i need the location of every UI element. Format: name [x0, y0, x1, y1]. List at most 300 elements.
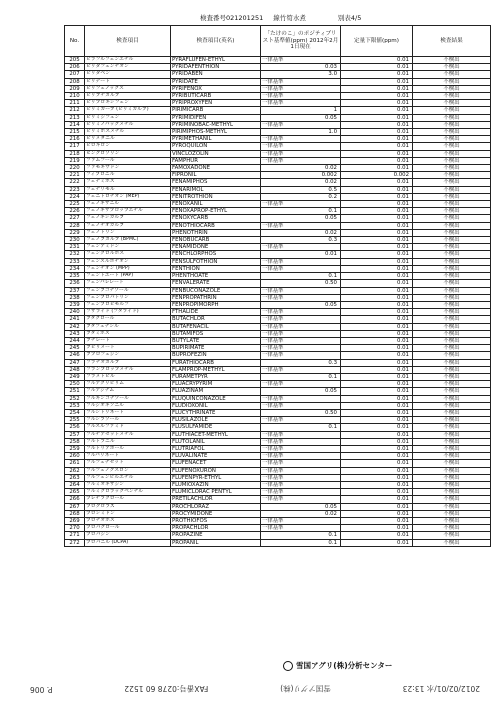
row-limit: 0.01 — [341, 532, 413, 539]
row-limit: 0.01 — [341, 489, 413, 496]
row-no: 225 — [65, 201, 85, 208]
row-result: 不検出 — [413, 518, 491, 525]
row-result: 不検出 — [413, 186, 491, 193]
row-standard: 一律基準 — [261, 157, 341, 164]
row-item-en: PROPACHLOR — [171, 525, 261, 532]
row-result: 不検出 — [413, 373, 491, 380]
table-row — [65, 460, 491, 467]
results-table — [64, 25, 491, 547]
row-item-jp: フルトリアホール — [85, 445, 171, 452]
row-standard: 一律基準 — [261, 352, 341, 359]
row-limit: 0.01 — [341, 431, 413, 438]
row-item-jp: ピリミジフェン — [85, 114, 171, 121]
row-item-en: PHENTHOATE — [171, 273, 261, 280]
row-item-jp: ピリミホスメチル — [85, 129, 171, 136]
row-result: 不検出 — [413, 229, 491, 236]
row-standard: 一律基準 — [261, 330, 341, 337]
row-result: 不検出 — [413, 265, 491, 272]
row-standard: 一律基準 — [261, 287, 341, 294]
row-item-jp: ピリダフェンチオン — [85, 64, 171, 71]
row-no: 231 — [65, 244, 85, 251]
table-row — [65, 309, 491, 316]
table-row — [65, 265, 491, 272]
table-row — [65, 186, 491, 193]
row-limit: 0.01 — [341, 78, 413, 85]
row-result: 不検出 — [413, 244, 491, 251]
row-no: 270 — [65, 525, 85, 532]
row-item-jp: ピリダベン — [85, 71, 171, 78]
row-standard: 一律基準 — [261, 481, 341, 488]
table-row — [65, 438, 491, 445]
row-result: 不検出 — [413, 287, 491, 294]
row-item-jp: ブピリメート — [85, 345, 171, 352]
row-item-en: FLUTOLANIL — [171, 438, 261, 445]
row-item-en: FAMOXADONE — [171, 165, 261, 172]
row-no: 230 — [65, 237, 85, 244]
row-result: 不検出 — [413, 481, 491, 488]
row-result: 不検出 — [413, 143, 491, 150]
row-item-jp: ブタミホス — [85, 330, 171, 337]
row-item-en: FLUVALINATE — [171, 453, 261, 460]
row-item-en: FENARIMOL — [171, 186, 261, 193]
table-row — [65, 525, 491, 532]
table-row — [65, 179, 491, 186]
row-no: 265 — [65, 489, 85, 496]
table-row — [65, 114, 491, 121]
row-item-en: PYRIDATE — [171, 78, 261, 85]
row-limit: 0.01 — [341, 467, 413, 474]
row-limit: 0.01 — [341, 157, 413, 164]
row-standard: 一律基準 — [261, 309, 341, 316]
row-limit: 0.01 — [341, 129, 413, 136]
row-limit: 0.01 — [341, 179, 413, 186]
table-row — [65, 323, 491, 330]
row-item-en: FENOBUCARB — [171, 237, 261, 244]
row-limit: 0.01 — [341, 85, 413, 92]
row-no: 219 — [65, 157, 85, 164]
row-item-jp: フェンチオン (MPP) — [85, 265, 171, 272]
row-item-en: PHENOTHRIN — [171, 229, 261, 236]
table-row — [65, 143, 491, 150]
table-row — [65, 64, 491, 71]
row-standard: 一律基準 — [261, 402, 341, 409]
row-item-jp: プレチラクロール — [85, 496, 171, 503]
row-item-jp: フェンクロルホス — [85, 251, 171, 258]
row-item-jp: フラメトピル — [85, 373, 171, 380]
row-standard: 一律基準 — [261, 265, 341, 272]
row-limit: 0.01 — [341, 294, 413, 301]
table-row — [65, 251, 491, 258]
row-item-jp: フサライド (フタライド) — [85, 309, 171, 316]
row-no: 210 — [65, 93, 85, 100]
row-no: 215 — [65, 129, 85, 136]
table-row — [65, 165, 491, 172]
row-no: 261 — [65, 460, 85, 467]
row-item-en: FLUTRIAFOL — [171, 445, 261, 452]
row-limit: 0.01 — [341, 518, 413, 525]
row-item-jp: フルミクロラックペンチル — [85, 489, 171, 496]
row-no: 244 — [65, 337, 85, 344]
row-standard: 0.1 — [261, 373, 341, 380]
row-standard: 一律基準 — [261, 57, 341, 64]
row-limit: 0.01 — [341, 208, 413, 215]
row-no: 255 — [65, 417, 85, 424]
row-limit: 0.01 — [341, 525, 413, 532]
row-item-jp: ファモキサドン — [85, 165, 171, 172]
row-limit: 0.01 — [341, 417, 413, 424]
row-standard: 一律基準 — [261, 381, 341, 388]
row-item-en: FLAMPROP-METHYL — [171, 366, 261, 373]
row-standard: 一律基準 — [261, 143, 341, 150]
table-row — [65, 373, 491, 380]
row-limit: 0.01 — [341, 395, 413, 402]
footer-org-name: 雪国アグリ(株)分析センター — [296, 661, 393, 670]
row-item-en: PYRIPROXYFEN — [171, 100, 261, 107]
row-no: 263 — [65, 474, 85, 481]
row-item-jp: プロパニル (DCPA) — [85, 539, 171, 546]
table-row — [65, 453, 491, 460]
row-result: 不検出 — [413, 330, 491, 337]
table-row — [65, 316, 491, 323]
row-standard: 一律基準 — [261, 316, 341, 323]
row-item-jp: フルキンコナゾール — [85, 395, 171, 402]
table-header-row — [65, 26, 491, 57]
row-item-jp: フルトラニル — [85, 438, 171, 445]
row-item-jp: ピリブチカルブ — [85, 93, 171, 100]
row-standard: 0.3 — [261, 237, 341, 244]
row-limit: 0.01 — [341, 474, 413, 481]
row-item-jp: ピリミカーブ (ピリミカルブ) — [85, 107, 171, 114]
row-limit: 0.01 — [341, 366, 413, 373]
row-item-jp: ブチレート — [85, 337, 171, 344]
row-item-jp: フェノチオカルブ — [85, 222, 171, 229]
sample-name: 線竹筍水煮 — [273, 14, 306, 22]
row-no: 228 — [65, 222, 85, 229]
row-item-jp: ピリプロキシフェン — [85, 100, 171, 107]
row-item-en: FLUAZINAM — [171, 388, 261, 395]
row-result: 不検出 — [413, 121, 491, 128]
row-item-jp: ピリデート — [85, 78, 171, 85]
row-no: 236 — [65, 280, 85, 287]
row-no: 257 — [65, 431, 85, 438]
row-no: 259 — [65, 445, 85, 452]
row-item-jp: フルフェノクスロン — [85, 467, 171, 474]
row-limit: 0.01 — [341, 100, 413, 107]
row-item-jp: フェンスルホチオン — [85, 258, 171, 265]
row-limit: 0.01 — [341, 453, 413, 460]
table-row — [65, 337, 491, 344]
row-no: 213 — [65, 114, 85, 121]
row-item-en: FURAMETPYR — [171, 373, 261, 380]
row-no: 271 — [65, 532, 85, 539]
row-standard: 一律基準 — [261, 222, 341, 229]
row-standard: 一律基準 — [261, 85, 341, 92]
row-no: 206 — [65, 64, 85, 71]
row-limit: 0.01 — [341, 121, 413, 128]
row-item-en: PYRIMETHANIL — [171, 136, 261, 143]
row-result: 不検出 — [413, 316, 491, 323]
row-standard: 一律基準 — [261, 136, 341, 143]
row-item-en: BUTACHLOR — [171, 316, 261, 323]
row-item-jp: フルアジナム — [85, 388, 171, 395]
row-item-en: FENOXYCARB — [171, 215, 261, 222]
footer-org — [283, 660, 392, 671]
row-no: 234 — [65, 265, 85, 272]
row-limit: 0.01 — [341, 150, 413, 157]
row-standard: 一律基準 — [261, 337, 341, 344]
row-no: 240 — [65, 309, 85, 316]
row-limit: 0.01 — [341, 438, 413, 445]
row-item-en: BUTAFENACIL — [171, 323, 261, 330]
row-limit: 0.01 — [341, 359, 413, 366]
row-result: 不検出 — [413, 345, 491, 352]
row-result: 不検出 — [413, 85, 491, 92]
row-no: 242 — [65, 323, 85, 330]
row-no: 207 — [65, 71, 85, 78]
row-no: 249 — [65, 373, 85, 380]
row-limit: 0.01 — [341, 215, 413, 222]
row-standard: 0.1 — [261, 532, 341, 539]
table-row — [65, 510, 491, 517]
row-result: 不検出 — [413, 388, 491, 395]
row-standard: 1 — [261, 107, 341, 114]
table-row — [65, 244, 491, 251]
row-item-jp: プロクロラズ — [85, 503, 171, 510]
row-standard: 一律基準 — [261, 366, 341, 373]
table-row — [65, 150, 491, 157]
company-logo-icon — [283, 661, 293, 671]
row-result: 不検出 — [413, 539, 491, 546]
row-limit: 0.01 — [341, 445, 413, 452]
row-no: 205 — [65, 57, 85, 64]
row-result: 不検出 — [413, 78, 491, 85]
table-row — [65, 201, 491, 208]
row-result: 不検出 — [413, 114, 491, 121]
row-no: 217 — [65, 143, 85, 150]
row-result: 不検出 — [413, 503, 491, 510]
row-item-jp: フィプロニル — [85, 172, 171, 179]
table-row — [65, 280, 491, 287]
row-result: 不検出 — [413, 165, 491, 172]
row-no: 238 — [65, 294, 85, 301]
row-item-jp: フェノキシカルブ — [85, 215, 171, 222]
row-result: 不検出 — [413, 445, 491, 452]
table-row — [65, 503, 491, 510]
row-no: 247 — [65, 359, 85, 366]
row-item-jp: ビンクロゾリン — [85, 150, 171, 157]
row-item-en: FLUACRYPYRIM — [171, 381, 261, 388]
row-standard: 一律基準 — [261, 345, 341, 352]
row-no: 245 — [65, 345, 85, 352]
table-row — [65, 489, 491, 496]
fax-header — [30, 683, 480, 694]
table-row — [65, 287, 491, 294]
row-no: 241 — [65, 316, 85, 323]
row-no: 248 — [65, 366, 85, 373]
row-limit: 0.01 — [341, 222, 413, 229]
row-standard: 0.02 — [261, 229, 341, 236]
row-limit: 0.01 — [341, 273, 413, 280]
row-item-en: PYROQUILON — [171, 143, 261, 150]
row-no: 221 — [65, 172, 85, 179]
row-item-jp: ピリメタニル — [85, 136, 171, 143]
row-result: 不検出 — [413, 323, 491, 330]
row-result: 不検出 — [413, 280, 491, 287]
table-row — [65, 258, 491, 265]
row-item-en: FURATHIOCARB — [171, 359, 261, 366]
table-row — [65, 424, 491, 431]
row-standard: 0.02 — [261, 165, 341, 172]
row-standard: 一律基準 — [261, 474, 341, 481]
col-item-jp: 検査項目 — [85, 26, 171, 57]
row-result: 不検出 — [413, 474, 491, 481]
row-no: 227 — [65, 215, 85, 222]
row-result: 不検出 — [413, 64, 491, 71]
row-item-jp: フルチアセットメチル — [85, 431, 171, 438]
row-item-jp: フェノトリン — [85, 229, 171, 236]
row-item-jp: プロチオホス — [85, 518, 171, 525]
row-limit: 0.01 — [341, 539, 413, 546]
row-limit: 0.01 — [341, 201, 413, 208]
row-limit: 0.01 — [341, 258, 413, 265]
row-result: 不検出 — [413, 258, 491, 265]
row-result: 不検出 — [413, 438, 491, 445]
row-no: 254 — [65, 409, 85, 416]
table-row — [65, 381, 491, 388]
table-row — [65, 481, 491, 488]
table-row — [65, 496, 491, 503]
fax-page: P. 006 — [30, 685, 53, 694]
table-row — [65, 229, 491, 236]
row-standard: 0.1 — [261, 273, 341, 280]
row-item-en: FENSULFOTHION — [171, 258, 261, 265]
table-row — [65, 301, 491, 308]
table-row — [65, 352, 491, 359]
row-item-en: FENCHLORPHOS — [171, 251, 261, 258]
row-item-en: FENPROPIMORPH — [171, 301, 261, 308]
row-item-en: PYRIBUTICARB — [171, 93, 261, 100]
row-limit: 0.01 — [341, 460, 413, 467]
col-item-en: 検査項目(英名) — [171, 26, 261, 57]
row-item-en: FLUCYTHRINATE — [171, 409, 261, 416]
row-item-jp: フェンバレレート — [85, 280, 171, 287]
row-limit: 0.01 — [341, 244, 413, 251]
row-item-en: FLUSULFAMIDE — [171, 424, 261, 431]
col-standard: 「たけのこ」のポジティブリスト基準値(ppm) 2012年2月1日現在 — [261, 26, 341, 57]
row-item-en: PIRIMIPHOS-METHYL — [171, 129, 261, 136]
row-no: 260 — [65, 453, 85, 460]
row-item-en: FAMPHUR — [171, 157, 261, 164]
row-item-en: FTHALIDE — [171, 309, 261, 316]
table-row — [65, 539, 491, 546]
row-item-jp: フルフェンピルエチル — [85, 474, 171, 481]
row-item-en: BUPIRIMATE — [171, 345, 261, 352]
row-standard: 0.1 — [261, 424, 341, 431]
row-item-en: FLUQUINCONAZOLE — [171, 395, 261, 402]
row-item-en: FENAMIPHOS — [171, 179, 261, 186]
annex-label: 別表4/5 — [337, 14, 362, 22]
row-limit: 0.01 — [341, 107, 413, 114]
row-item-jp: ブタフェナシル — [85, 323, 171, 330]
row-limit: 0.01 — [341, 352, 413, 359]
table-row — [65, 409, 491, 416]
row-standard: 0.01 — [261, 251, 341, 258]
row-item-jp: フェノキサプロップエチル — [85, 208, 171, 215]
row-item-en: PYRIFENOX — [171, 85, 261, 92]
row-item-jp: フルフェナセット — [85, 460, 171, 467]
row-item-jp: フェンプロパトリン — [85, 294, 171, 301]
row-no: 266 — [65, 496, 85, 503]
row-item-jp: フルジオキソニル — [85, 402, 171, 409]
row-result: 不検出 — [413, 157, 491, 164]
row-no: 264 — [65, 481, 85, 488]
row-result: 不検出 — [413, 359, 491, 366]
row-result: 不検出 — [413, 107, 491, 114]
row-result: 不検出 — [413, 532, 491, 539]
row-item-jp: ピラフルフェンエチル — [85, 57, 171, 64]
row-no: 256 — [65, 424, 85, 431]
row-item-en: FLUSILAZOLE — [171, 417, 261, 424]
row-item-jp: プロパクロール — [85, 525, 171, 532]
row-limit: 0.01 — [341, 496, 413, 503]
row-no: 272 — [65, 539, 85, 546]
row-result: 不検出 — [413, 381, 491, 388]
row-limit: 0.01 — [341, 409, 413, 416]
row-standard: 0.002 — [261, 172, 341, 179]
row-standard: 0.02 — [261, 510, 341, 517]
row-result: 不検出 — [413, 179, 491, 186]
row-standard: 0.03 — [261, 64, 341, 71]
row-standard: 0.05 — [261, 503, 341, 510]
table-row — [65, 474, 491, 481]
row-item-en: BUPROFEZIN — [171, 352, 261, 359]
row-limit: 0.01 — [341, 71, 413, 78]
row-item-en: PIRIMICARB — [171, 107, 261, 114]
table-row — [65, 532, 491, 539]
row-result: 不検出 — [413, 496, 491, 503]
row-item-jp: フェノブカルブ (BPMC) — [85, 237, 171, 244]
row-result: 不検出 — [413, 57, 491, 64]
row-limit: 0.01 — [341, 388, 413, 395]
row-standard: 一律基準 — [261, 244, 341, 251]
row-no: 269 — [65, 518, 85, 525]
row-standard: 一律基準 — [261, 518, 341, 525]
table-row — [65, 431, 491, 438]
row-result: 不検出 — [413, 71, 491, 78]
row-item-jp: フルシラゾール — [85, 417, 171, 424]
row-no: 250 — [65, 381, 85, 388]
row-no: 239 — [65, 301, 85, 308]
row-standard: 一律基準 — [261, 395, 341, 402]
row-no: 223 — [65, 186, 85, 193]
row-limit: 0.01 — [341, 510, 413, 517]
row-standard: 一律基準 — [261, 121, 341, 128]
row-no: 218 — [65, 150, 85, 157]
row-item-en: FENBUCONAZOLE — [171, 287, 261, 294]
table-row — [65, 330, 491, 337]
row-limit: 0.01 — [341, 237, 413, 244]
row-no: 258 — [65, 438, 85, 445]
row-limit: 0.01 — [341, 287, 413, 294]
row-standard: 一律基準 — [261, 453, 341, 460]
report-header — [200, 13, 490, 22]
row-result: 不検出 — [413, 525, 491, 532]
row-result: 不検出 — [413, 294, 491, 301]
row-standard: 0.05 — [261, 388, 341, 395]
row-limit: 0.01 — [341, 265, 413, 272]
row-item-jp: フェントエート (PAP) — [85, 273, 171, 280]
table-row — [65, 237, 491, 244]
